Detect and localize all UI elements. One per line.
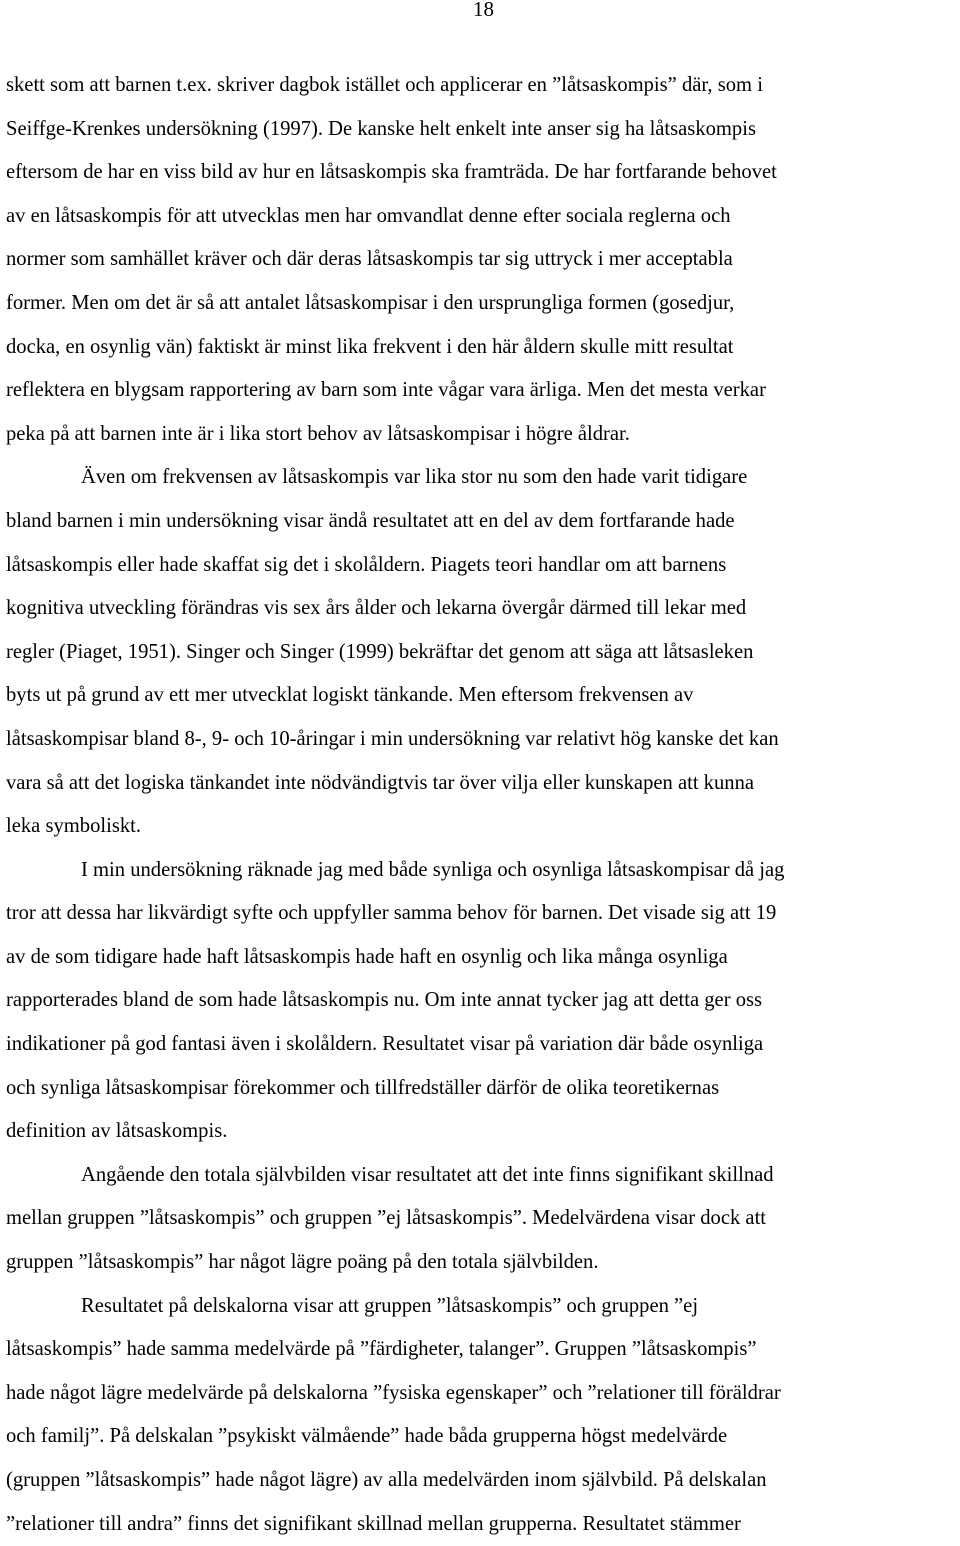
page-number: 18	[473, 0, 494, 21]
text-line: definition av låtsaskompis.	[6, 1120, 228, 1143]
paragraph	[6, 1154, 960, 1285]
text-line: (gruppen ”låtsaskompis” hade något lägre) av alla medelvärden inom självbild. På delskalan	[6, 1469, 767, 1491]
text-line: och synliga låtsaskompisar förekommer och tillfredställer därför de olika teoretikernas	[6, 1076, 720, 1099]
text-line: regler (Piaget, 1951). Singer och Singer (1999) bekräftar det genom att säga att låtsasleken	[6, 640, 754, 663]
text-line: av de som tidigare hade haft låtsaskompis hade haft en osynlig och lika många osynliga	[6, 945, 728, 968]
text-line: reflektera en blygsam rapportering av barn som inte vågar vara ärliga. Men det mesta verkar	[6, 379, 766, 402]
text-line: bland barnen i min undersökning visar ändå resultatet att en del av dem fortfarande hade	[6, 509, 735, 532]
text-line: tror att dessa har likvärdigt syfte och uppfyller samma behov för barnen. Det visade sig att 19	[6, 902, 777, 925]
text-line: peka på att barnen inte är i lika stort behov av låtsaskompisar i högre åldrar.	[6, 422, 630, 445]
text-line: och familj”. På delskalan ”psykiskt välmående” hade båda grupperna högst medelvärde	[6, 1425, 728, 1448]
text-line: låtsaskompis eller hade skaffat sig det i skolåldern. Piagets teori handlar om att barnens	[6, 553, 727, 576]
paragraph	[6, 456, 960, 848]
paragraph	[6, 849, 960, 1154]
text-line: normer som samhället kräver och där deras låtsaskompis tar sig uttryck i mer acceptabla	[6, 248, 733, 271]
text-line: leka symboliskt.	[6, 815, 141, 838]
text-line: ”relationer till andra” finns det signifikant skillnad mellan grupperna. Resultatet stämmer	[6, 1512, 741, 1535]
text-line: gruppen ”låtsaskompis” har något lägre poäng på den totala självbilden.	[6, 1251, 599, 1274]
text-line: former. Men om det är så att antalet låtsaskompisar i den ursprungliga formen (gosedjur,	[6, 291, 735, 314]
text-line: eftersom de har en viss bild av hur en låtsaskompis ska framträda. De har fortfarande behovet	[6, 161, 777, 184]
document-body	[6, 64, 960, 1546]
text-line: vara så att det logiska tänkandet inte nödvändigtvis tar över vilja eller kunskapen att kunna	[6, 771, 755, 794]
text-line: I min undersökning räknade jag med både synliga och osynliga låtsaskompisar då jag	[81, 858, 785, 881]
text-line: skett som att barnen t.ex. skriver dagbok istället och applicerar en ”låtsaskompis” där, som i	[6, 74, 763, 96]
text-line: låtsaskompisar bland 8-, 9- och 10-åringar i min undersökning var relativt hög kanske det kan	[6, 727, 779, 750]
text-line: Även om frekvensen av låtsaskompis var lika stor nu som den hade varit tidigare	[81, 466, 748, 489]
text-line: kognitiva utveckling förändras vis sex års ålder och lekarna övergår därmed till lekar med	[6, 597, 747, 620]
text-line: Angående den totala självbilden visar resultatet att det inte finns signifikant skillnad	[81, 1163, 774, 1186]
text-line: av en låtsaskompis för att utvecklas men har omvandlat denne efter sociala reglerna och	[6, 204, 731, 227]
text-line: mellan gruppen ”låtsaskompis” och gruppen ”ej låtsaskompis”. Medelvärdena visar dock att	[6, 1207, 767, 1230]
text-line: låtsaskompis” hade samma medelvärde på ”färdigheter, talanger”. Gruppen ”låtsaskompis”	[6, 1338, 757, 1361]
text-line: Resultatet på delskalorna visar att gruppen ”låtsaskompis” och gruppen ”ej	[81, 1294, 699, 1317]
text-line: Seiffge-Krenkes undersökning (1997). De kanske helt enkelt inte anser sig ha låtsaskompis	[6, 117, 756, 140]
text-line: indikationer på god fantasi även i skolåldern. Resultatet visar på variation där både osynliga	[6, 1033, 764, 1056]
text-line: rapporterades bland de som hade låtsaskompis nu. Om inte annat tycker jag att detta ger oss	[6, 989, 763, 1012]
text-line: hade något lägre medelvärde på delskalorna ”fysiska egenskaper” och ”relationer till föräldrar	[6, 1381, 781, 1404]
paragraph	[6, 1285, 960, 1546]
text-line: docka, en osynlig vän) faktiskt är minst lika frekvent i den här åldern skulle mitt resultat	[6, 335, 734, 358]
paragraph	[6, 64, 960, 456]
text-line: byts ut på grund av ett mer utvecklat logiskt tänkande. Men eftersom frekvensen av	[6, 684, 694, 707]
